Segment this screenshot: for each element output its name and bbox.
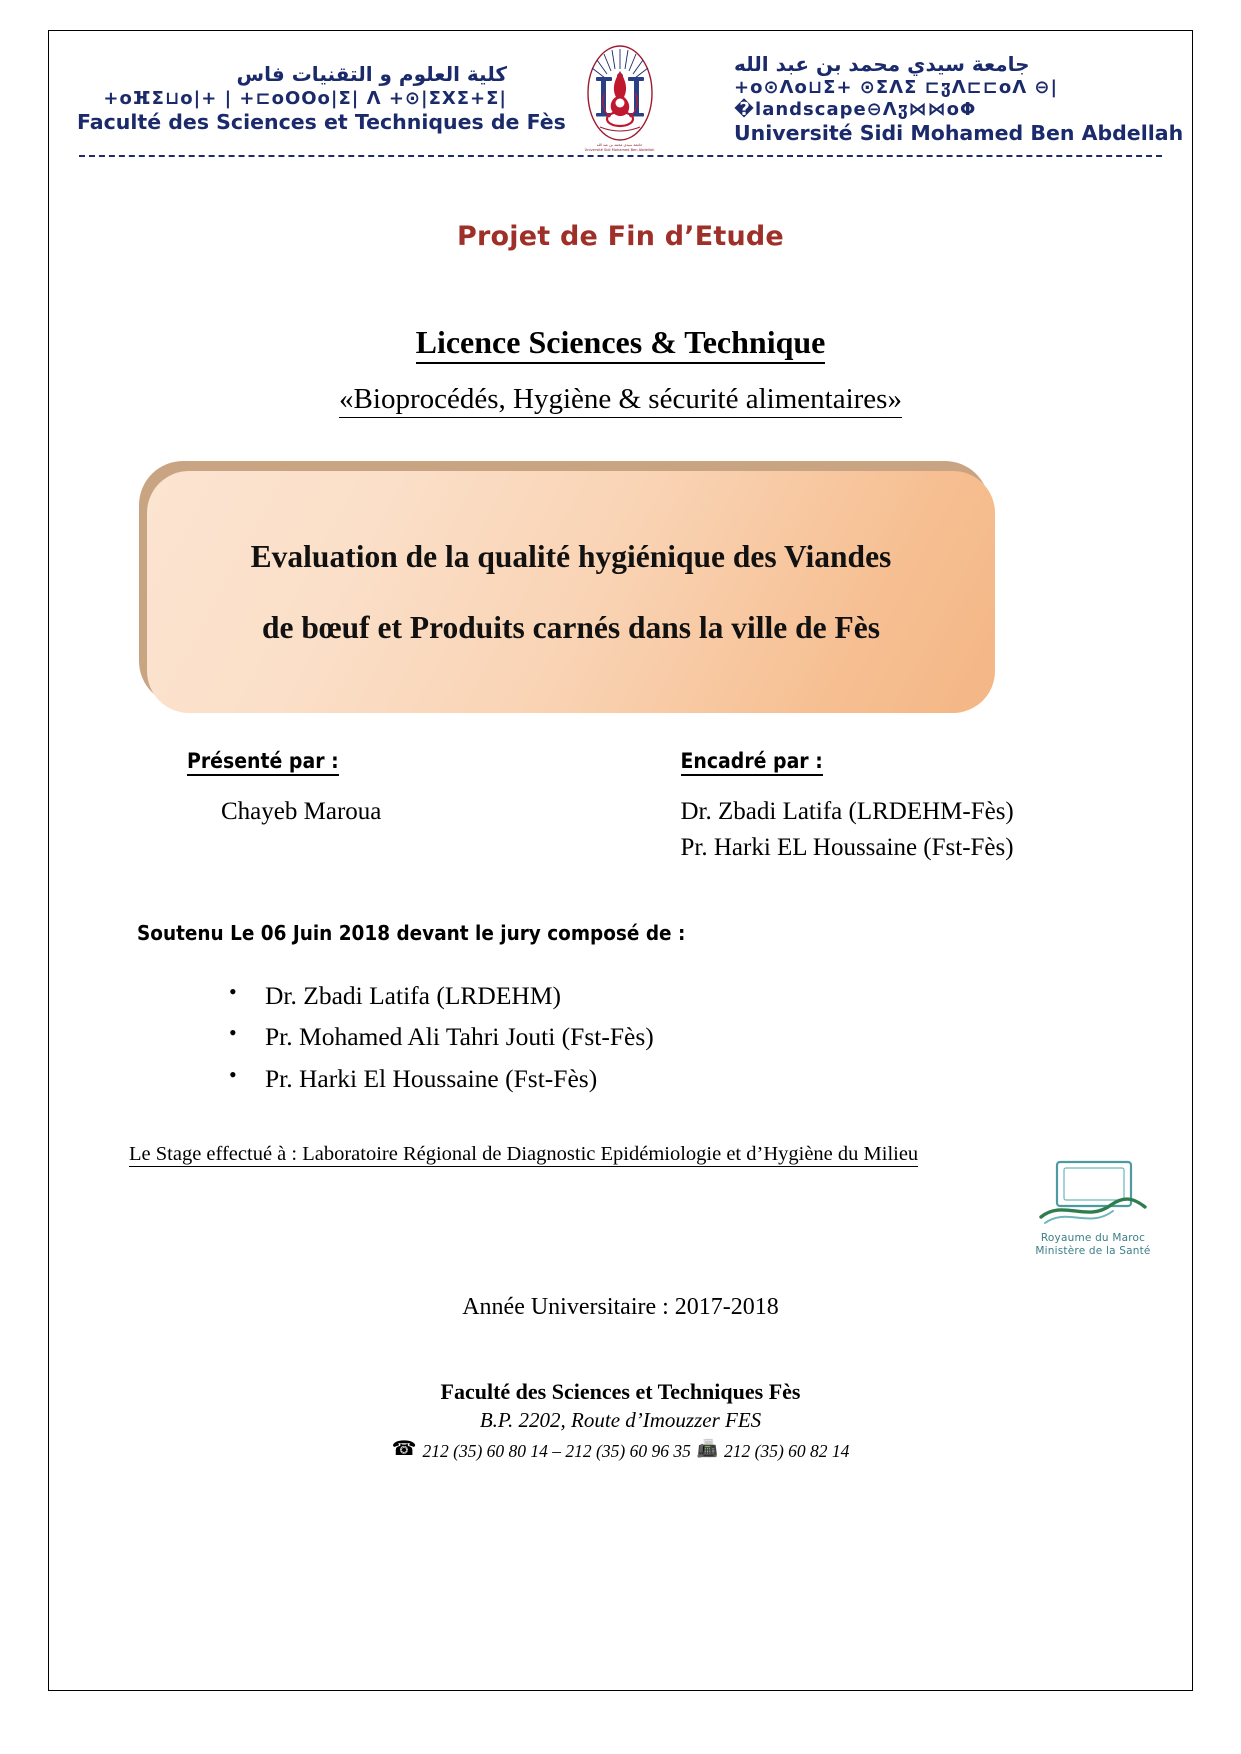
document-kind-label: Projet de Fin d’Etude (457, 221, 784, 252)
jury-member: • Pr. Harki El Houssaine (Fst-Fès) (229, 1058, 1164, 1099)
faculty-identity-block (77, 62, 566, 135)
page-header (77, 31, 1184, 152)
header-divider (79, 155, 1162, 157)
jury-member-list (77, 975, 1164, 1099)
university-name-tifinagh: +o⊙Ʌo⊔Ʃ+ ⊙ƩɅƩ ⊏ჳɅ⊏⊏oɅ ⊖| �landscape⊖Ʌჳ⋈⋈oΦ (734, 77, 1059, 120)
supervisor-name: Pr. Harki EL Houssaine (Fst-Fès) (680, 833, 1014, 861)
authors-section (77, 749, 1164, 865)
jury-member: • Pr. Mohamed Ali Tahri Jouti (Fst-Fès) (229, 1016, 1164, 1057)
university-name-french: Université Sidi Mohamed Ben Abdellah (734, 120, 1184, 145)
thesis-title-box (139, 461, 1102, 713)
jury-heading: Soutenu Le 06 Juin 2018 devant le jury composé de : (137, 921, 686, 945)
faculty-name-french: Faculté des Sciences et Techniques de Fès (77, 110, 566, 135)
ministry-caption: Royaume du Maroc Ministère de la Santé (1035, 1232, 1151, 1258)
presented-by-block (99, 749, 621, 865)
supervisor-name: Dr. Zbadi Latifa (LRDEHM-Fès) (680, 798, 1014, 825)
ministry-of-health-logo (1028, 1159, 1158, 1258)
jury-member: • Dr. Zbadi Latifa (LRDEHM) (229, 975, 1164, 1016)
thesis-title-line-1: Evaluation de la qualité hygiénique des Viandes (250, 538, 892, 574)
footer-address: B.P. 2202, Route d’Imouzzer FES (479, 1407, 762, 1432)
supervised-by-heading: Encadré par : (681, 749, 823, 776)
speciality-title-text: «Bioprocédés, Hygiène & sécurité alimentaires» (339, 383, 902, 418)
footer-contact (77, 1437, 1164, 1462)
university-identity-block (724, 51, 1184, 145)
academic-year: Année Universitaire : 2017-2018 (462, 1293, 779, 1320)
student-name: Chayeb Maroua (221, 798, 382, 825)
university-name-arabic: جامعة سيدي محمد بن عبد الله (734, 51, 1030, 76)
presented-by-heading: Présenté par : (187, 749, 339, 776)
supervised-by-block (621, 749, 1143, 865)
internship-text: Le Stage effectué à : Laboratoire Régional de Diagnostic Epidémiologie et d’Hygiène du Milieu (129, 1142, 919, 1165)
internship-line (77, 1143, 1164, 1166)
faculty-name-arabic: كلية العلوم و التقنيات فاس (236, 62, 507, 87)
degree-title (77, 324, 1164, 361)
university-seal-icon (572, 43, 668, 155)
document-page (48, 30, 1193, 1691)
footer-fax-number: 212 (35) 60 82 14 (724, 1440, 850, 1461)
supervisor-list (681, 794, 1143, 865)
phone-icon: ☎ (391, 1437, 417, 1460)
thesis-title-box-face (147, 471, 995, 713)
degree-title-text: Licence Sciences & Technique (416, 324, 826, 364)
footer-phone-numbers: 212 (35) 60 80 14 – 212 (35) 60 96 35 (422, 1440, 691, 1461)
thesis-title-line-2: de bœuf et Produits carnés dans la ville de Fès (261, 610, 881, 645)
fax-icon: 📠 (696, 1438, 718, 1458)
speciality-title (77, 383, 1164, 416)
footer-institution: Faculté des Sciences et Techniques Fès (440, 1378, 801, 1404)
page-footer (77, 1379, 1164, 1462)
faculty-name-tifinagh: +oⴼƩ⊔o|+ | +⊏oOOo|Ʃ| Ʌ +⊙|ƩⅩƩ+Ʃ| (103, 88, 507, 110)
seal-caption: جامعة سيدي محمد بن عبد الله Université Sidi Mohamed Ben Abdellah (584, 143, 655, 152)
